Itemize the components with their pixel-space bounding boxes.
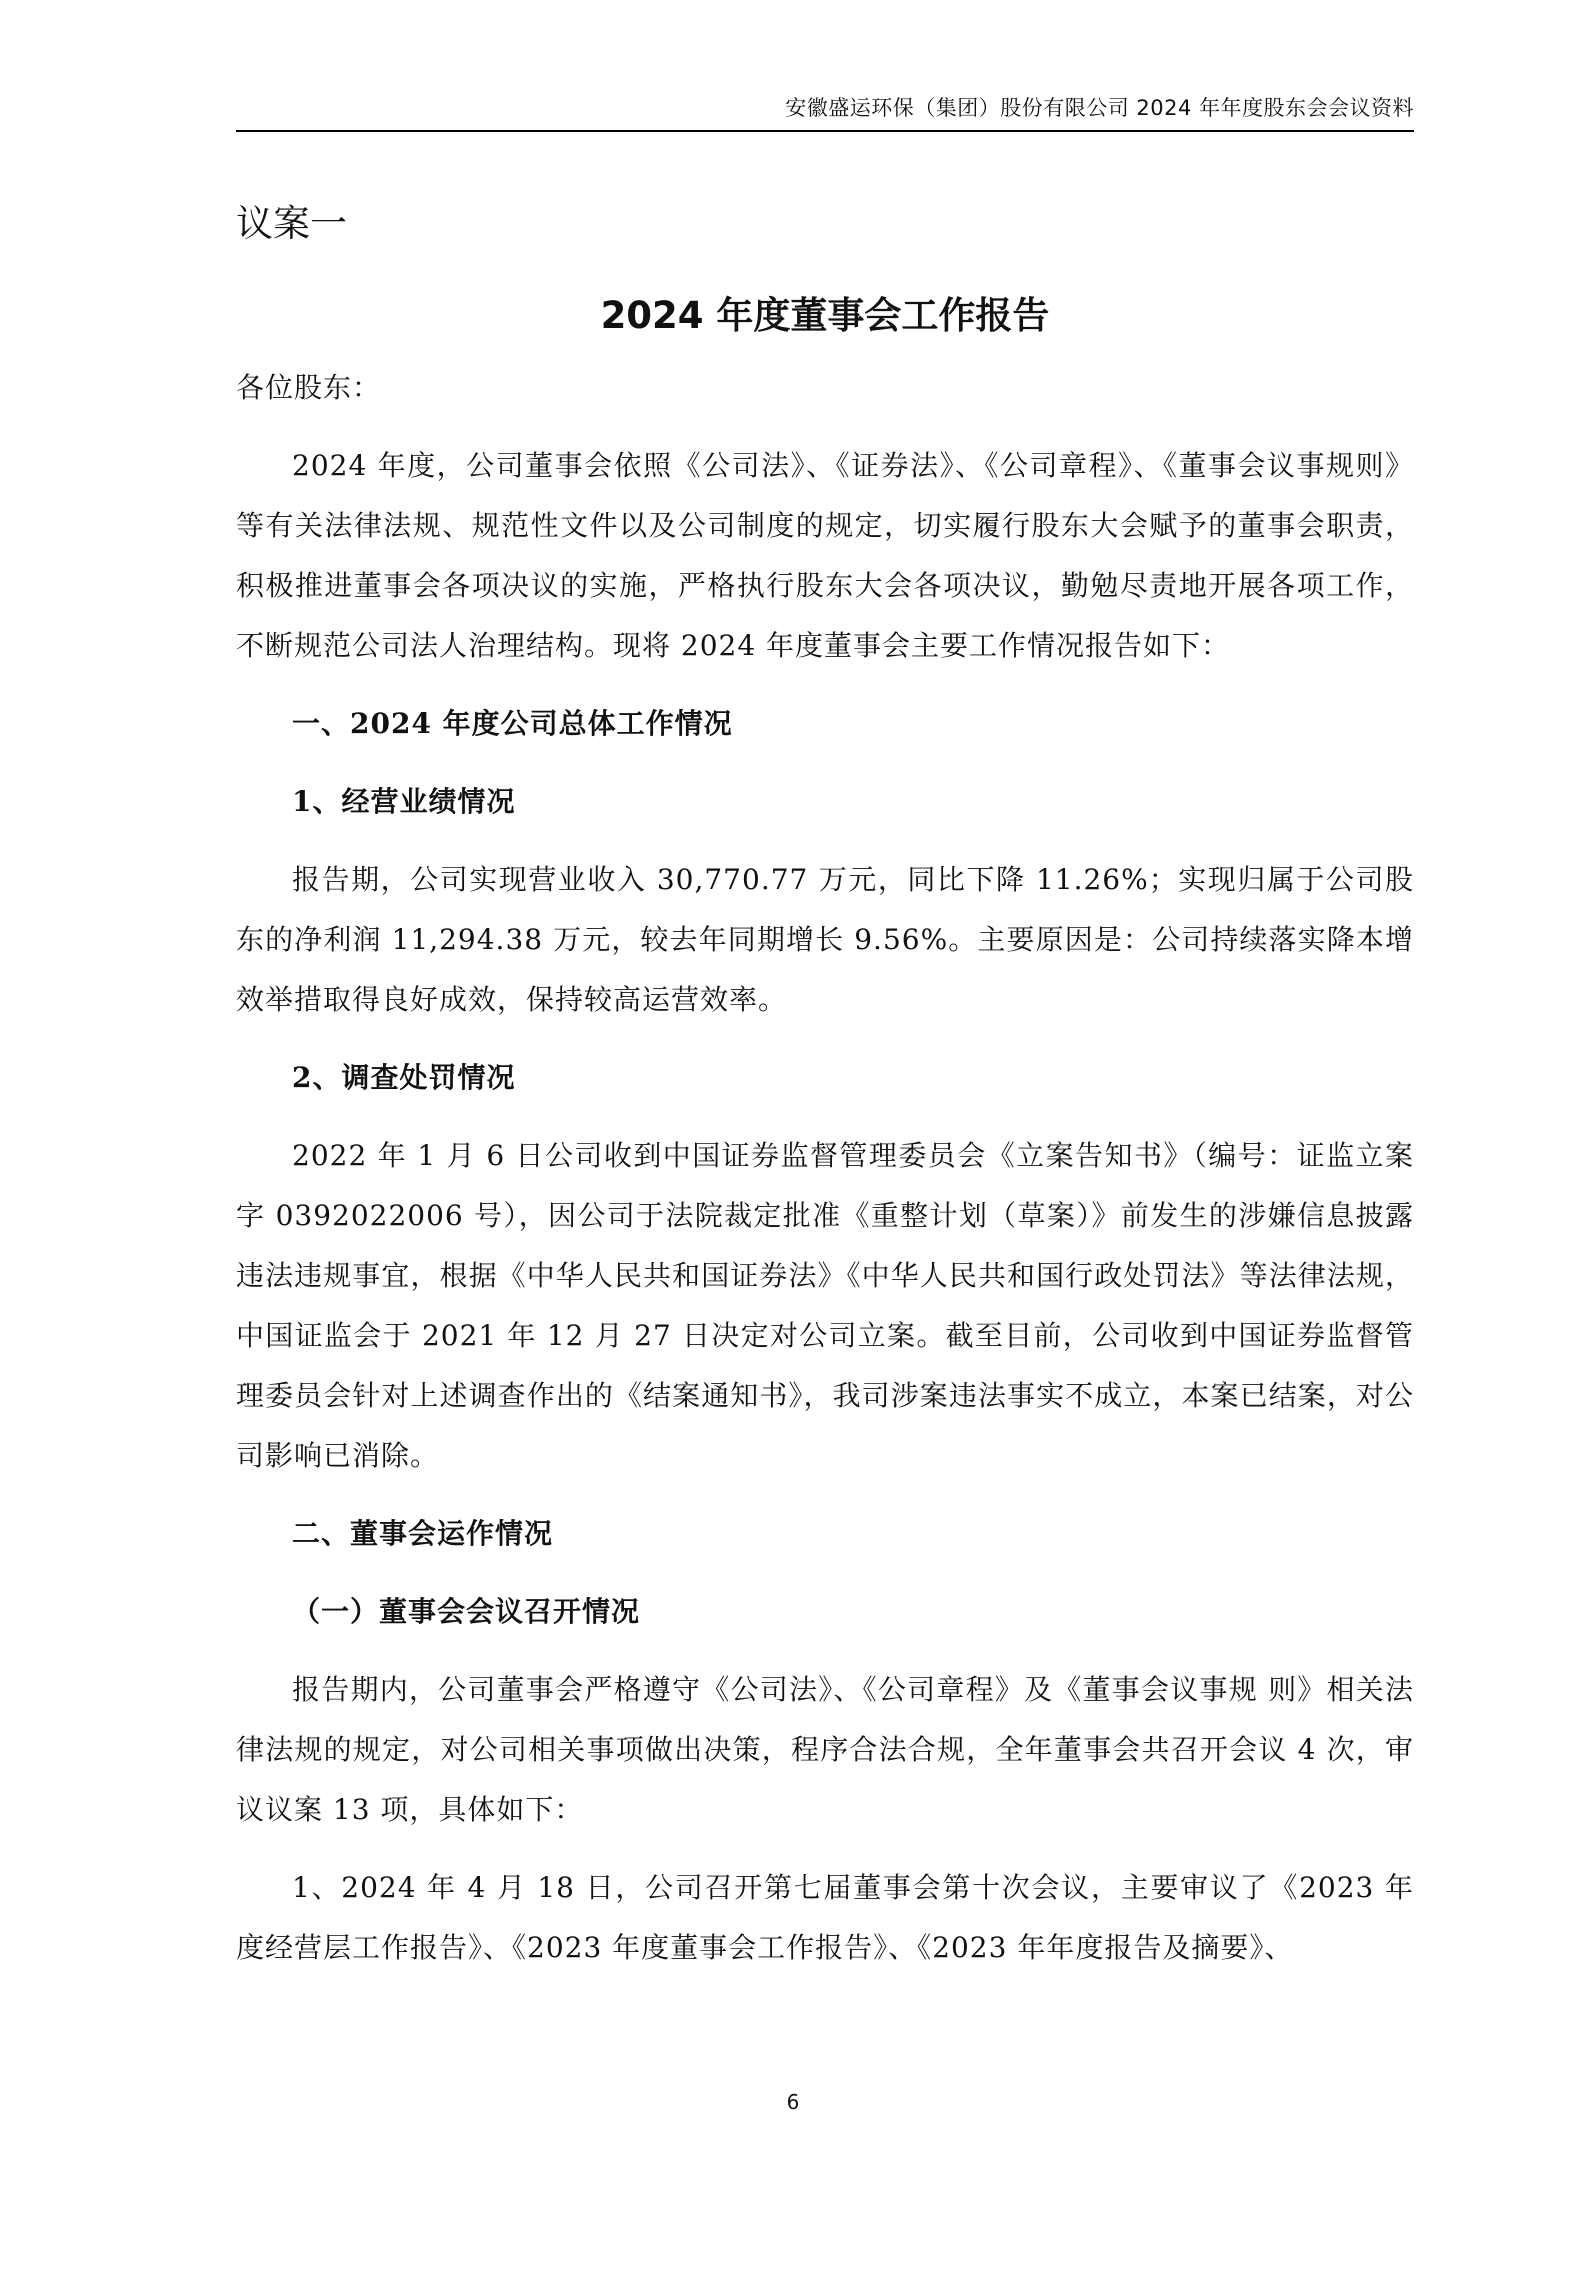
page-number: 6	[786, 2090, 800, 2114]
section-heading-1: 一、2024 年度公司总体工作情况	[292, 707, 733, 740]
performance-paragraph: 报告期，公司实现营业收入 30,770.77 万元，同比下降 11.26%；实现归属于公司股东的净利润 11,294.38 万元，较去年同期增长 9.56%。主要原因是：公司持续落实降本增效举措取得良好成效，保持较高运营效率。	[236, 863, 1414, 1016]
subsection-heading-3: （一）董事会会议召开情况	[292, 1595, 641, 1628]
page-header: 安徽盛运环保（集团）股份有限公司 2024 年年度股东会会议资料	[785, 96, 1414, 120]
subsection-heading-1: 1、经营业绩情况	[292, 785, 516, 818]
document-body	[236, 196, 1414, 1978]
document-title: 2024 年度董事会工作报告	[600, 294, 1050, 337]
section-heading-2: 二、董事会运作情况	[292, 1517, 554, 1550]
board-meetings-paragraph: 报告期内，公司董事会严格遵守《公司法》、《公司章程》及《董事会议事规 则》相关法律法规的规定，对公司相关事项做出决策，程序合法合规，全年董事会共召开会议 4 次，审议议案 13 项，具体如下：	[236, 1673, 1414, 1826]
header-divider	[236, 130, 1414, 132]
investigation-paragraph: 2022 年 1 月 6 日公司收到中国证券监督管理委员会《立案告知书》（编号：证监立案字 0392022006 号），因公司于法院裁定批准《重整计划（草案）》前发生的涉嫌信息披露违法违规事宜，根据《中华人民共和国证券法》《中华人民共和国行政处罚法》等法律法规，中国证监会于 2021 年 12 月 27 日决定对公司立案。截至目前，公司收到中国证券监督管理委员会针对上述调查作出的《结案通知书》，我司涉案违法事实不成立，本案已结案，对公司影响已消除。	[236, 1139, 1414, 1472]
subsection-heading-2: 2、调查处罚情况	[292, 1061, 516, 1094]
intro-paragraph: 2024 年度，公司董事会依照《公司法》、《证券法》、《公司章程》、《董事会议事规则》等有关法律法规、规范性文件以及公司制度的规定，切实履行股东大会赋予的董事会职责，积极推进董事会各项决议的实施，严格执行股东大会各项决议，勤勉尽责地开展各项工作，不断规范公司法人治理结构。现将 2024 年度董事会主要工作情况报告如下：	[236, 449, 1414, 662]
meeting-item-paragraph: 1、2024 年 4 月 18 日，公司召开第七届董事会第十次会议，主要审议了《2023 年度经营层工作报告》、《2023 年度董事会工作报告》、《2023 年年度报告及摘要》、	[236, 1871, 1414, 1964]
proposal-label: 议案一	[236, 202, 347, 245]
salutation: 各位股东：	[236, 371, 382, 404]
